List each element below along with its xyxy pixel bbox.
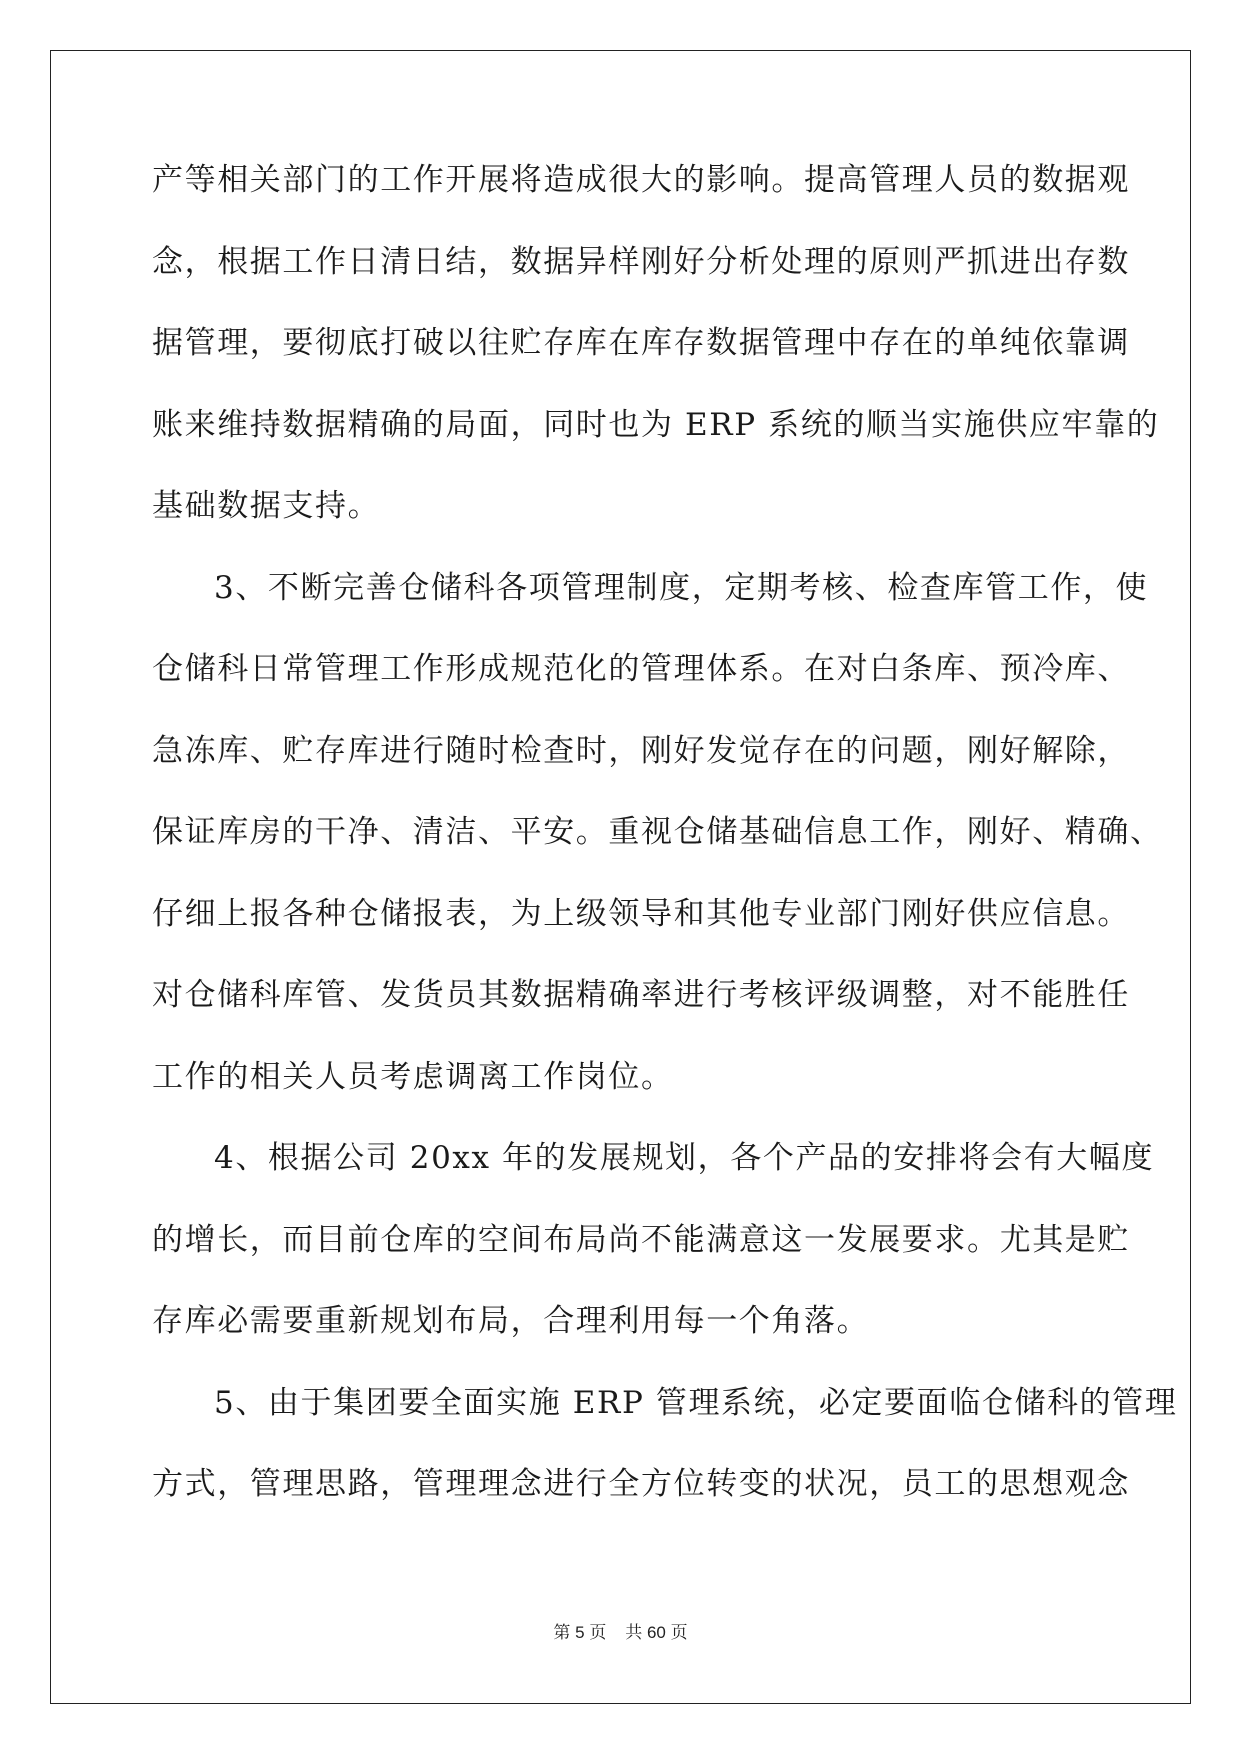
text-line: 的增长，而目前仓库的空间布局尚不能满意这一发展要求。尤其是贮 [152,1221,1130,1258]
text-line: 仓储科日常管理工作形成规范化的管理体系。在对白条库、预冷库、 [152,651,1130,687]
text-line: 仔细上报各种仓储报表，为上级领导和其他专业部门刚好供应信息。 [152,895,1130,932]
text-line: 5、由于集团要全面实施 ERP 管理系统，必定要面临仓储科的管理 [214,1384,1178,1421]
text-line: 4、根据公司 20xx 年的发展规划，各个产品的安排将会有大幅度 [214,1140,1155,1176]
text-line: 工作的相关人员考虑调离工作岗位。 [152,1058,674,1095]
text-line: 据管理，要彻底打破以往贮存库在库存数据管理中存在的单纯依靠调 [152,325,1130,361]
text-line: 3、不断完善仓储科各项管理制度，定期考核、检查库管工作，使 [214,569,1149,606]
text-line: 基础数据支持。 [152,488,381,524]
page-number-footer: 第 5 页 共 60 页 [553,1623,688,1642]
document-body [152,162,1178,1548]
text-line: 保证库房的干净、清洁、平安。重视仓储基础信息工作，刚好、精确、 [152,814,1163,850]
text-line: 产等相关部门的工作开展将造成很大的影响。提高管理人员的数据观 [152,162,1130,198]
text-line: 存库必需要重新规划布局，合理利用每一个角落。 [152,1303,870,1339]
text-line: 账来维持数据精确的局面，同时也为 ERP 系统的顺当实施供应牢靠的 [152,406,1160,443]
text-line: 急冻库、贮存库进行随时检查时，刚好发觉存在的问题，刚好解除， [152,732,1130,769]
text-line: 念，根据工作日清日结，数据异样刚好分析处理的原则严抓进出存数 [152,243,1130,280]
text-line: 方式，管理思路，管理理念进行全方位转变的状况，员工的思想观念 [152,1466,1130,1502]
text-line: 对仓储科库管、发货员其数据精确率进行考核评级调整，对不能胜任 [152,977,1130,1013]
